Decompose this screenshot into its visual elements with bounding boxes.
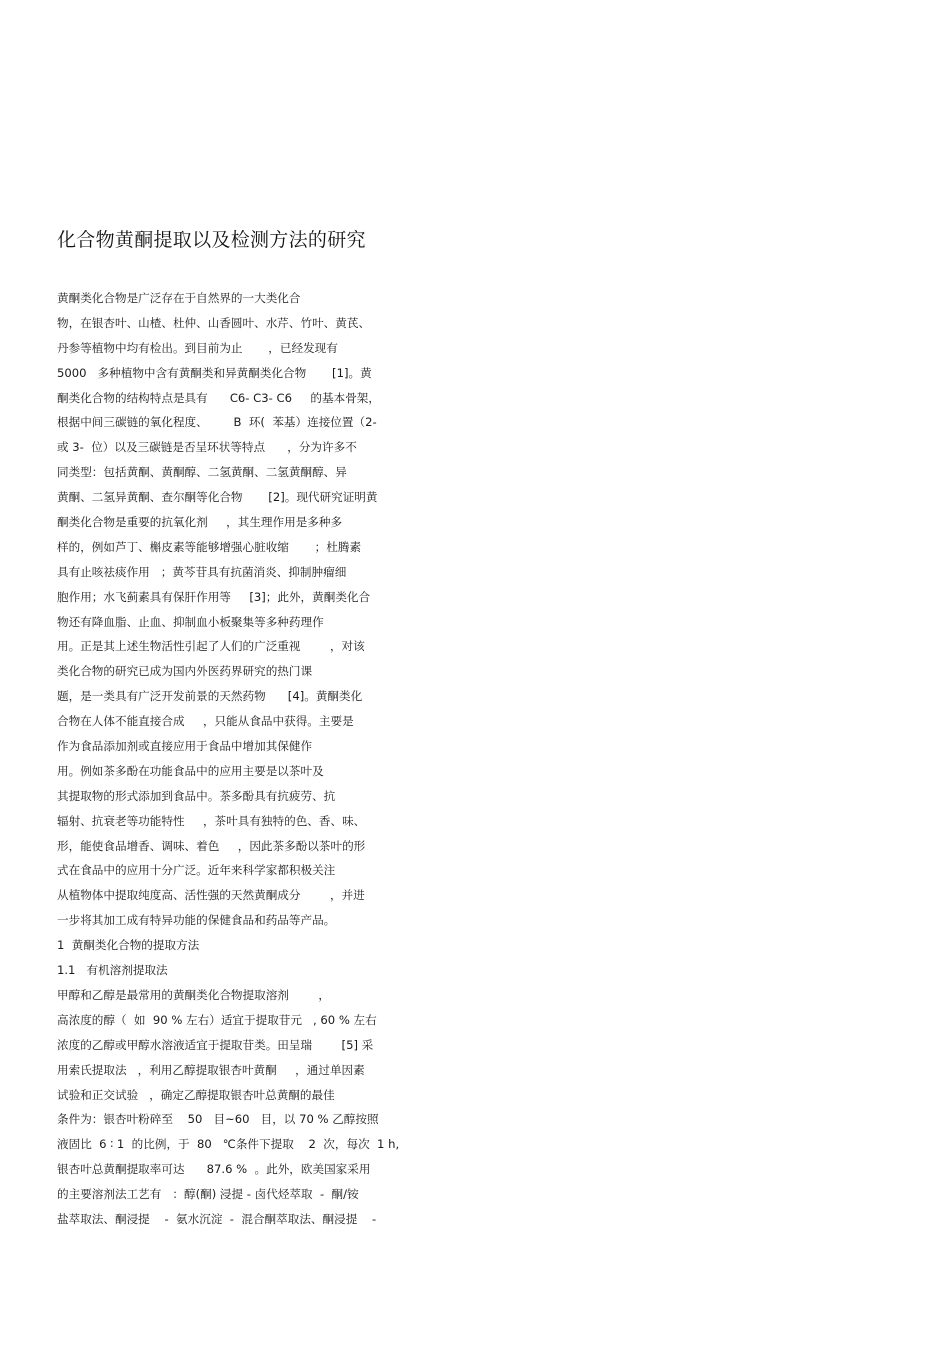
text-line: 其提取物的形式添加到食品中。茶多酚具有抗疲劳、抗 (57, 788, 336, 803)
text-line: 的主要溶剂法工艺有 ：醇(酮) 浸提 - 卤代烃萃取 - 酮/铵 (57, 1187, 359, 1202)
text-line: 式在食品中的应用十分广泛。近年来科学家都积极关注 (57, 863, 336, 878)
text-line: 浓度的乙醇或甲醇水溶液适宜于提取苷类。田呈瑞 [5] 采 (57, 1037, 374, 1052)
document-body (57, 286, 917, 1232)
text-line: 形，能使食品增香、调味、着色 ，因此茶多酚以茶叶的形 (57, 838, 366, 853)
text-line: 样的，例如芦丁、槲皮素等能够增强心脏收缩 ；杜腾素 (57, 539, 362, 554)
text-line: 1.1 有机溶剂提取法 (57, 963, 168, 978)
text-line: 具有止咳祛痰作用 ；黄芩苷具有抗菌消炎、抑制肿瘤细 (57, 564, 347, 579)
text-line: 银杏叶总黄酮提取率可达 87.6 % 。此外，欧美国家采用 (57, 1162, 371, 1177)
text-line: 甲醇和乙醇是最常用的黄酮类化合物提取溶剂 ， (57, 987, 330, 1002)
document-title: 化合物黄酮提取以及检测方法的研究 (57, 229, 366, 251)
text-line: 作为食品添加剂或直接应用于食品中增加其保健作 (57, 739, 313, 754)
text-line: 用。例如茶多酚在功能食品中的应用主要是以茶叶及 (57, 763, 324, 778)
text-line: 丹参等植物中均有检出。到目前为止 ，已经发现有 (57, 340, 338, 355)
text-line: 酮类化合物是重要的抗氧化剂 ，其生理作用是多种多 (57, 515, 343, 530)
text-line: 同类型：包括黄酮、黄酮醇、二氢黄酮、二氢黄酮醇、异 (57, 465, 347, 480)
text-line: 盐萃取法、酮浸提 - 氨水沉淀 - 混合酮萃取法、酮浸提 - (57, 1211, 377, 1226)
text-line: 5000 多种植物中含有黄酮类和异黄酮类化合物 [1]。黄 (57, 365, 372, 380)
text-line: 用。正是其上述生物活性引起了人们的广泛重视 ，对该 (57, 639, 365, 654)
text-line: 一步将其加工成有特异功能的保健食品和药品等产品。 (57, 913, 336, 928)
text-line: 根据中间三碳链的氧化程度、 B 环( 苯基）连接位置（2- (57, 415, 377, 430)
text-line: 酮类化合物的结构特点是具有 C6- C3- C6 的基本骨架， (57, 390, 380, 405)
text-line: 试验和正交试验 ，确定乙醇提取银杏叶总黄酮的最佳 (57, 1087, 335, 1102)
text-line: 液固比 6 ∶ 1 的比例，于 80 ℃条件下提取 2 次，每次 1 h, (57, 1137, 400, 1152)
text-line: 辐射、抗衰老等功能特性 ，茶叶具有独特的色、香、味、 (57, 813, 366, 828)
text-line: 黄酮、二氢异黄酮、查尔酮等化合物 [2]。现代研究证明黄 (57, 490, 378, 505)
text-line: 题，是一类具有广泛开发前景的天然药物 [4]。黄酮类化 (57, 689, 363, 704)
text-line: 条件为：银杏叶粉碎至 50 目~60 目，以 70 % 乙醇按照 (57, 1112, 379, 1127)
text-line: 胞作用；水飞蓟素具有保肝作用等 [3]；此外，黄酮类化合 (57, 589, 371, 604)
text-line: 黄酮类化合物是广泛存在于自然界的一大类化合 (57, 291, 301, 305)
text-line: 1 黄酮类化合物的提取方法 (57, 938, 200, 953)
text-line: 物还有降血脂、止血、抑制血小板聚集等多种药理作 (57, 614, 324, 629)
text-line: 或 3- 位）以及三碳链是否呈环状等特点 ，分为许多不 (57, 440, 357, 455)
text-line: 高浓度的醇（ 如 90 % 左右）适宜于提取苷元 , 60 % 左右 (57, 1012, 377, 1027)
text-line: 合物在人体不能直接合成 ，只能从食品中获得。主要是 (57, 714, 354, 729)
text-line: 用索氏提取法 ，利用乙醇提取银杏叶黄酮 ，通过单因素 (57, 1062, 365, 1077)
text-line: 类化合物的研究已成为国内外医药界研究的热门课 (57, 664, 313, 679)
text-line: 物，在银杏叶、山楂、杜仲、山香圆叶、水芹、竹叶、黄芪、 (57, 315, 371, 330)
text-line: 从植物体中提取纯度高、活性强的天然黄酮成分 ，并进 (57, 888, 365, 903)
